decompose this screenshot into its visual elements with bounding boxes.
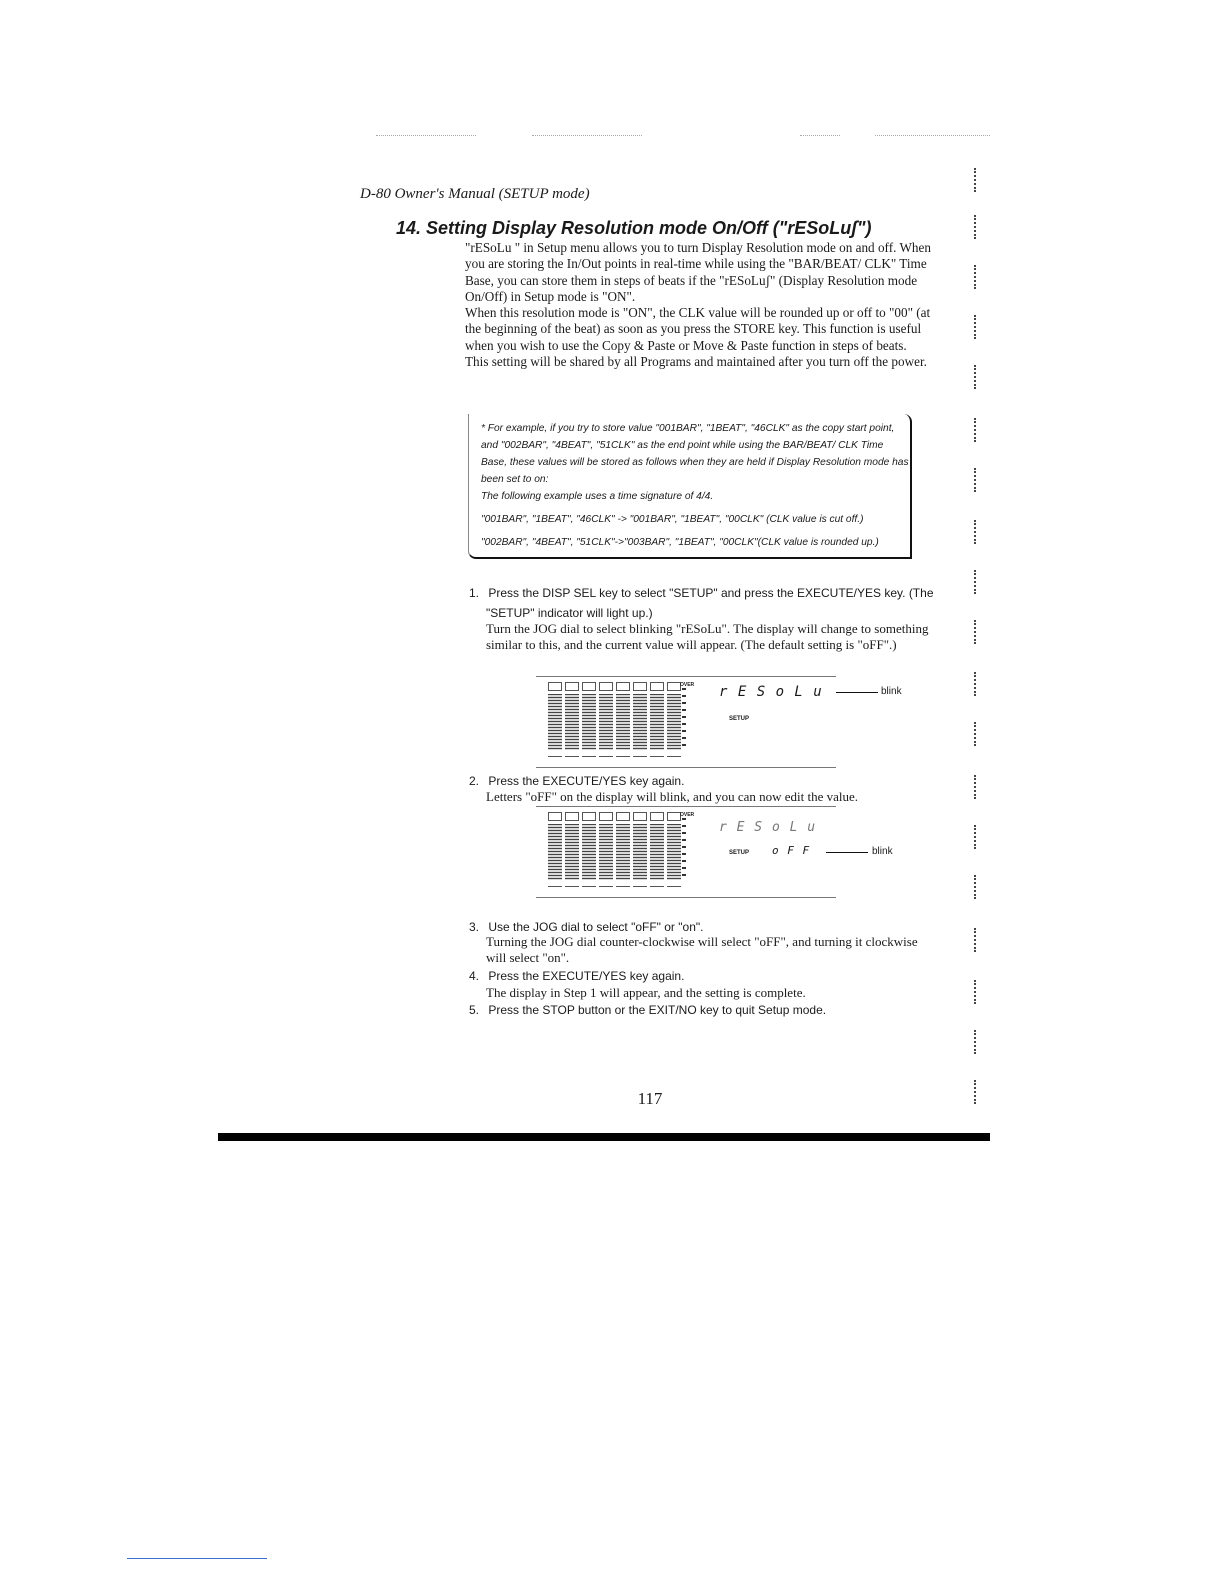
scan-noise: [376, 135, 476, 136]
step-4-detail: [486, 985, 936, 1001]
meter-foot: [650, 886, 664, 887]
meter-bars: [633, 694, 647, 750]
level-meter: [548, 682, 562, 750]
meter-scale: [682, 818, 686, 876]
scan-underline: [127, 1558, 267, 1559]
step-2: [469, 774, 684, 788]
step-instruction: Use the JOG dial to select "oFF" or "on".: [488, 920, 704, 934]
meter-bars: [616, 824, 630, 880]
step-detail-text: The display in Step 1 will appear, and the setting is complete.: [486, 985, 806, 1000]
step-1-detail: [486, 621, 936, 653]
lcd-frame-top: [536, 806, 836, 807]
meter-foot: [667, 886, 681, 887]
callout-line: [826, 852, 868, 853]
note-line: "002BAR", "4BEAT", "51CLK"->"003BAR", "1BEAT", "00CLK"(CLK value is rounded up.): [481, 537, 879, 548]
meter-head: [565, 812, 579, 821]
edge-mark: [958, 570, 976, 594]
over-label: OVER: [680, 812, 695, 818]
intro-paragraph: When this resolution mode is "ON", the CLK value will be rounded up or off to "00" (at the beginning of the beat) as soon as you press the STORE key. This function is useful when you wish to use the Copy & Paste or Move & Paste function in steps of beats.: [465, 305, 931, 353]
lcd-display-step2: [536, 806, 893, 898]
edge-mark: [958, 722, 976, 746]
level-meter: [599, 812, 613, 880]
edge-mark: [958, 315, 976, 339]
meter-head: [633, 682, 647, 691]
level-meter: [548, 812, 562, 880]
edge-mark: [958, 1030, 976, 1054]
level-meter: [650, 812, 664, 880]
edge-mark: [958, 775, 976, 799]
scan-noise: [800, 135, 840, 136]
level-meter: [616, 682, 630, 750]
step-instruction: Press the STOP button or the EXIT/NO key to quit Setup mode.: [488, 1003, 827, 1017]
running-header: D-80 Owner's Manual (SETUP mode): [360, 186, 590, 202]
meter-bars: [633, 824, 647, 880]
meter-foot: [650, 756, 664, 757]
meter-foot: [582, 756, 596, 757]
edge-mark: [958, 168, 976, 192]
edge-mark: [958, 215, 976, 239]
meter-foot: [599, 886, 613, 887]
meter-bars: [599, 824, 613, 880]
lcd-frame-top: [536, 676, 836, 677]
setup-indicator: SETUP: [729, 850, 750, 856]
over-label: OVER: [680, 682, 695, 688]
step-3-detail: [486, 934, 936, 966]
meter-head: [548, 812, 562, 821]
meter-bars: [582, 824, 596, 880]
meter-foot: [616, 756, 630, 757]
intro-text: [465, 240, 937, 370]
lcd-display-step1: [536, 676, 902, 768]
meter-head: [548, 682, 562, 691]
step-5: [469, 1003, 826, 1017]
edge-mark: [958, 875, 976, 899]
section-title: 14. Setting Display Resolution mode On/Off ("rESoLuʃ"): [396, 218, 872, 238]
meter-foot: [633, 886, 647, 887]
meter-foot: [633, 756, 647, 757]
level-meter: [633, 682, 647, 750]
callout-label: blink: [872, 846, 893, 857]
meter-head: [650, 682, 664, 691]
meter-bars: [565, 694, 579, 750]
meter-bars: [599, 694, 613, 750]
meter-scale: [682, 688, 686, 746]
intro-paragraph: "rESoLu " in Setup menu allows you to turn Display Resolution mode on and off. When you are storing the In/Out points in real-time while using the "BAR/BEAT/ CLK" Time Base, you can store them in steps of beats if the "rESoLuʃ" (Display Resolution mode On/Off) in Setup mode is "ON".: [465, 240, 931, 304]
edge-mark: [958, 620, 976, 644]
meter-bars: [548, 824, 562, 880]
meter-bars: [667, 824, 681, 880]
meter-bars: [565, 824, 579, 880]
meter-head: [582, 682, 596, 691]
meter-head: [650, 812, 664, 821]
step-3: [469, 920, 703, 934]
edge-mark: [958, 365, 976, 389]
meter-bars: [616, 694, 630, 750]
page-number: 117: [637, 1089, 663, 1108]
meter-bars: [650, 824, 664, 880]
meter-foot: [565, 886, 579, 887]
scan-noise: [532, 135, 642, 136]
step-number: 3.: [469, 920, 480, 934]
note-line: "001BAR", "1BEAT", "46CLK" -> "001BAR", "1BEAT", "00CLK" (CLK value is cut off.): [481, 514, 864, 525]
edge-mark: [958, 672, 976, 696]
step-1-cont: [486, 606, 653, 620]
meter-foot: [548, 886, 562, 887]
step-instruction: Press the EXECUTE/YES key again.: [488, 969, 685, 983]
example-note-box: [468, 414, 912, 559]
step-instruction: Press the DISP SEL key to select "SETUP" and press the EXECUTE/YES key. (The: [488, 586, 934, 600]
callout-line: [836, 692, 878, 693]
meter-head: [599, 682, 613, 691]
level-meter: [582, 812, 596, 880]
level-meter: [667, 682, 681, 750]
segment-readout: r E S o L u: [719, 684, 823, 700]
edge-mark: [958, 1080, 976, 1104]
setup-indicator: SETUP: [729, 716, 750, 722]
step-instruction: Press the EXECUTE/YES key again.: [488, 774, 685, 788]
step-detail-text: Letters "oFF" on the display will blink, and you can now edit the value.: [486, 789, 859, 804]
callout-label: blink: [881, 686, 902, 697]
step-number: 4.: [469, 969, 480, 983]
level-meter: [616, 812, 630, 880]
meter-head: [616, 812, 630, 821]
meter-bars: [548, 694, 562, 750]
meter-head: [667, 812, 681, 821]
segment-readout: r E S o L u: [719, 820, 817, 835]
meter-foot: [548, 756, 562, 757]
footer-rule: [218, 1133, 990, 1141]
value-readout: o F F: [772, 844, 811, 857]
edge-mark: [958, 418, 976, 442]
meter-head: [667, 682, 681, 691]
meter-foot: [616, 886, 630, 887]
level-meter: [599, 682, 613, 750]
meter-foot: [582, 886, 596, 887]
lcd-frame-bottom: [536, 897, 836, 898]
note-line: The following example uses a time signature of 4/4.: [481, 491, 714, 502]
edge-mark: [958, 468, 976, 492]
meter-head: [616, 682, 630, 691]
meter-head: [599, 812, 613, 821]
edge-mark: [958, 928, 976, 952]
scan-noise: [875, 135, 990, 136]
note-line: * For example, if you try to store value "001BAR", "1BEAT", "46CLK" as the copy start point, and "002BAR", "4BEAT", "51CLK" as the end point while using the BAR/BEAT/ CLK Time Base, these values will be stored as follows when they are held if Display Resolution mode has been set to on:: [481, 423, 909, 485]
meter-bars: [582, 694, 596, 750]
step-detail-text: Turning the JOG dial counter-clockwise will select "oFF", and turning it clockwise will select "on".: [486, 934, 918, 965]
edge-mark: [958, 980, 976, 1004]
level-meter: [650, 682, 664, 750]
meter-head: [633, 812, 647, 821]
step-4: [469, 969, 684, 983]
meter-foot: [667, 756, 681, 757]
step-number: 2.: [469, 774, 480, 788]
step-number: 5.: [469, 1003, 480, 1017]
step-1: [469, 586, 934, 600]
step-number: 1.: [469, 586, 480, 600]
step-detail-text: Turn the JOG dial to select blinking "rESoLu". The display will change to something similar to this, and the current value will appear. (The default setting is "oFF".): [486, 621, 929, 652]
edge-mark: [958, 265, 976, 289]
lcd-frame-bottom: [536, 767, 836, 768]
level-meter: [633, 812, 647, 880]
step-instruction-cont: "SETUP" indicator will light up.): [486, 606, 653, 620]
level-meter: [565, 682, 579, 750]
level-meter: [565, 812, 579, 880]
meter-head: [582, 812, 596, 821]
step-2-detail: [486, 789, 936, 805]
meter-foot: [565, 756, 579, 757]
meter-head: [565, 682, 579, 691]
meter-bars: [650, 694, 664, 750]
meter-foot: [599, 756, 613, 757]
meter-bars: [667, 694, 681, 750]
level-meter: [667, 812, 681, 880]
intro-paragraph: This setting will be shared by all Programs and maintained after you turn off the power.: [465, 354, 927, 370]
edge-mark: [958, 520, 976, 544]
level-meter: [582, 682, 596, 750]
edge-mark: [958, 825, 976, 849]
